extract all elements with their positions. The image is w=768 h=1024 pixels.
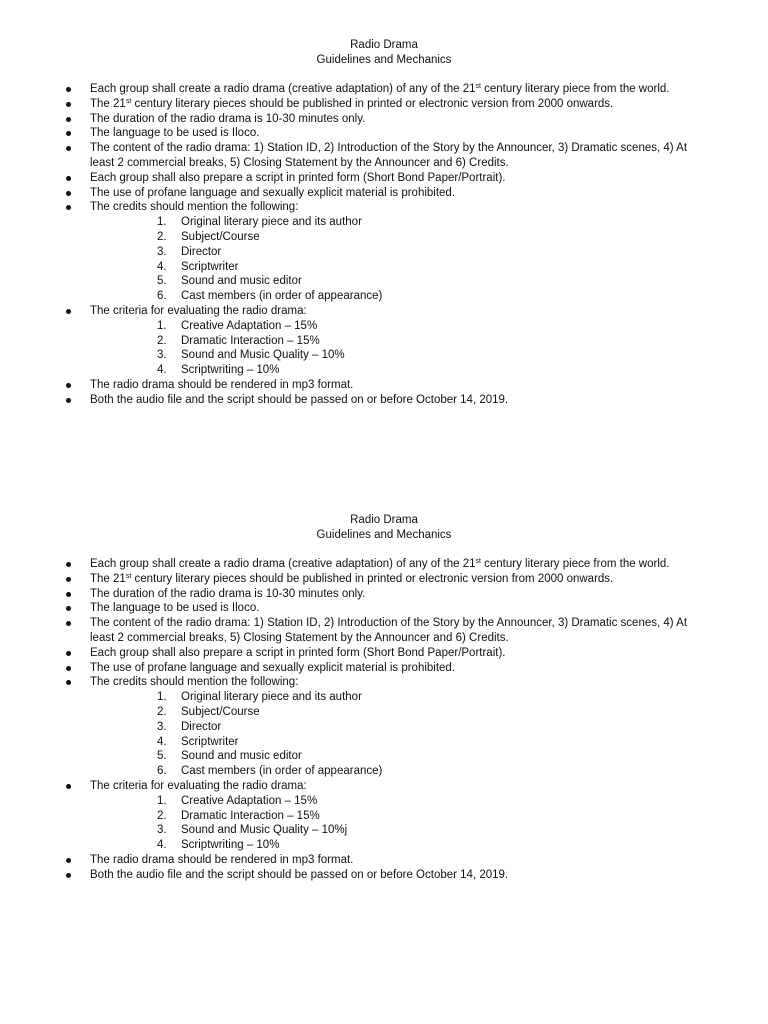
bullet-icon: [66, 858, 71, 863]
item-number: 3.: [157, 245, 167, 258]
bullet-icon: [66, 146, 71, 151]
bullet-icon: [66, 131, 71, 136]
bullet-icon: [66, 680, 71, 685]
guideline-text: The duration of the radio drama is 10-30 minutes only.: [90, 587, 366, 600]
guideline-item: [0, 97, 768, 112]
guidelines-list-cont: [0, 779, 768, 794]
item-text: Subject/Course: [181, 230, 260, 243]
credits-item: [0, 705, 768, 720]
guideline-item: [0, 393, 768, 408]
item-number: 4.: [157, 364, 167, 377]
guideline-item: [0, 186, 768, 201]
guideline-item: [0, 616, 768, 646]
item-number: 1.: [157, 319, 167, 332]
credits-item: [0, 749, 768, 764]
guideline-item: [0, 646, 768, 661]
guideline-text: The radio drama should be rendered in mp3 format.: [90, 853, 354, 866]
guideline-text-cont: century literary piece from the world.: [480, 83, 670, 95]
bullet-icon: [66, 784, 71, 789]
item-text: Creative Adaptation – 15%: [181, 319, 318, 332]
item-text: Original literary piece and its author: [181, 216, 362, 229]
bullet-icon: [66, 117, 71, 122]
bullet-icon: [66, 621, 71, 626]
bullet-icon: [66, 205, 71, 210]
bullet-icon: [66, 87, 71, 92]
item-text: Dramatic Interaction – 15%: [181, 334, 320, 347]
guideline-text-cont: century literary pieces should be published in printed or electronic version from 2000 onwards.: [131, 97, 614, 110]
criteria-item: [0, 794, 768, 809]
guideline-item: [0, 675, 768, 690]
guideline-text: The language to be used is Iloco.: [90, 602, 260, 615]
item-number: 3.: [157, 720, 167, 733]
item-number: 6.: [157, 765, 167, 778]
guideline-item: [0, 200, 768, 215]
item-number: 3.: [157, 824, 167, 837]
item-text: Scriptwriting – 10%: [181, 839, 280, 852]
item-text: Cast members (in order of appearance): [181, 290, 383, 303]
guideline-text: The duration of the radio drama is 10-30 minutes only.: [90, 112, 366, 125]
bullet-icon: [66, 873, 71, 878]
guideline-text: The language to be used is Iloco.: [90, 127, 260, 140]
item-text: Sound and Music Quality – 10%: [181, 349, 345, 362]
criteria-item: [0, 363, 768, 378]
guideline-text: The credits should mention the following:: [90, 676, 299, 689]
guideline-item: [0, 141, 768, 171]
guideline-text-cont: century literary pieces should be published in printed or electronic version from 2000 onwards.: [131, 572, 614, 585]
item-text: Sound and Music Quality – 10%j: [181, 824, 348, 837]
bullet-icon: [66, 383, 71, 388]
criteria-item: [0, 348, 768, 363]
item-number: 3.: [157, 349, 167, 362]
bullet-icon: [66, 176, 71, 181]
guideline-text: Both the audio file and the script should be passed on or before October 14, 2019.: [90, 868, 509, 881]
guideline-item: [0, 82, 768, 97]
item-number: 2.: [157, 809, 167, 822]
guideline-item: [0, 853, 768, 868]
handout-1: [0, 38, 768, 408]
guideline-text-cont: century literary piece from the world.: [480, 558, 670, 570]
criteria-item: [0, 838, 768, 853]
credits-item: [0, 230, 768, 245]
guideline-item: [0, 171, 768, 186]
criteria-list: [0, 319, 768, 378]
bullet-icon: [66, 666, 71, 671]
item-number: 5.: [157, 750, 167, 763]
credits-list: [0, 215, 768, 304]
bullet-icon: [66, 577, 71, 582]
guidelines-list: [0, 557, 768, 690]
guideline-item: [0, 587, 768, 602]
guideline-item: [0, 557, 768, 572]
bullet-icon: [66, 651, 71, 656]
credits-item: [0, 289, 768, 304]
item-number: 4.: [157, 260, 167, 273]
credits-item: [0, 764, 768, 779]
bullet-icon: [66, 592, 71, 597]
credits-item: [0, 260, 768, 275]
item-text: Scriptwriter: [181, 735, 239, 748]
item-text: Director: [181, 720, 222, 733]
guideline-item: [0, 601, 768, 616]
guidelines-list-end: [0, 378, 768, 408]
criteria-list: [0, 794, 768, 853]
credits-item: [0, 720, 768, 735]
bullet-icon: [66, 398, 71, 403]
document-subtitle: Guidelines and Mechanics: [316, 54, 452, 66]
guideline-text: Each group shall create a radio drama (creative adaptation) of any of the 21: [90, 83, 476, 95]
guideline-text: Each group shall also prepare a script in printed form (Short Bond Paper/Portrait).: [90, 171, 506, 184]
criteria-item: [0, 809, 768, 824]
item-number: 2.: [157, 705, 167, 718]
item-text: Sound and music editor: [181, 275, 302, 288]
item-number: 4.: [157, 735, 167, 748]
guideline-text: The credits should mention the following:: [90, 201, 299, 214]
guidelines-list-end: [0, 853, 768, 883]
item-text: Director: [181, 245, 222, 258]
guidelines-list: [0, 82, 768, 215]
guideline-text: The use of profane language and sexually explicit material is prohibited.: [90, 186, 456, 199]
document-title: Radio Drama: [350, 39, 418, 51]
ordinal-suffix: st: [475, 558, 481, 565]
handout-2: [0, 513, 768, 883]
ordinal-suffix: st: [125, 572, 132, 580]
bullet-icon: [66, 102, 71, 107]
guidelines-list-cont: [0, 304, 768, 319]
criteria-item: [0, 319, 768, 334]
ordinal-suffix: st: [125, 97, 132, 105]
item-text: Cast members (in order of appearance): [181, 765, 383, 778]
guideline-item: [0, 304, 768, 319]
item-text: Scriptwriting – 10%: [181, 364, 280, 377]
item-number: 6.: [157, 290, 167, 303]
item-text: Subject/Course: [181, 705, 260, 718]
bullet-icon: [66, 309, 71, 314]
document-subtitle: Guidelines and Mechanics: [316, 529, 452, 541]
credits-item: [0, 274, 768, 289]
guideline-item: [0, 661, 768, 676]
item-text: Dramatic Interaction – 15%: [181, 809, 320, 822]
guideline-item: [0, 868, 768, 883]
item-number: 4.: [157, 839, 167, 852]
item-number: 2.: [157, 230, 167, 243]
item-text: Sound and music editor: [181, 750, 302, 763]
guideline-text: The content of the radio drama: 1) Station ID, 2) Introduction of the Story by the Announcer, 3) Dramatic scenes, 4) At least 2 commercial breaks, 5) Closing Statement by the Announcer and 6) Credits.: [90, 617, 688, 644]
item-text: Original literary piece and its author: [181, 691, 362, 704]
item-text: Creative Adaptation – 15%: [181, 794, 318, 807]
guideline-text: The content of the radio drama: 1) Station ID, 2) Introduction of the Story by the Announcer, 3) Dramatic scenes, 4) At least 2 commercial breaks, 5) Closing Statement by the Announcer and 6) Credits.: [90, 142, 688, 169]
guideline-text: Each group shall also prepare a script in printed form (Short Bond Paper/Portrait).: [90, 646, 506, 659]
credits-item: [0, 215, 768, 230]
guideline-text: The radio drama should be rendered in mp3 format.: [90, 378, 354, 391]
guideline-item: [0, 126, 768, 141]
guideline-text: The 21: [90, 572, 126, 585]
guideline-text: Both the audio file and the script should be passed on or before October 14, 2019.: [90, 393, 509, 406]
credits-item: [0, 245, 768, 260]
guideline-item: [0, 378, 768, 393]
credits-item: [0, 690, 768, 705]
guideline-text: The criteria for evaluating the radio drama:: [90, 304, 307, 317]
bullet-icon: [66, 191, 71, 196]
bullet-icon: [66, 606, 71, 611]
item-number: 2.: [157, 334, 167, 347]
guideline-text: The criteria for evaluating the radio drama:: [90, 779, 307, 792]
bullet-icon: [66, 562, 71, 567]
criteria-item: [0, 334, 768, 349]
criteria-item: [0, 823, 768, 838]
guideline-item: [0, 112, 768, 127]
guideline-item: [0, 572, 768, 587]
item-number: 5.: [157, 275, 167, 288]
item-number: 1.: [157, 216, 167, 229]
guideline-text: Each group shall create a radio drama (creative adaptation) of any of the 21: [90, 558, 476, 570]
item-text: Scriptwriter: [181, 260, 239, 273]
credits-item: [0, 735, 768, 750]
item-number: 1.: [157, 794, 167, 807]
ordinal-suffix: st: [475, 83, 481, 90]
credits-list: [0, 690, 768, 779]
guideline-item: [0, 779, 768, 794]
guideline-text: The 21: [90, 97, 126, 110]
guideline-text: The use of profane language and sexually explicit material is prohibited.: [90, 661, 456, 674]
item-number: 1.: [157, 691, 167, 704]
document-title: Radio Drama: [350, 514, 418, 526]
